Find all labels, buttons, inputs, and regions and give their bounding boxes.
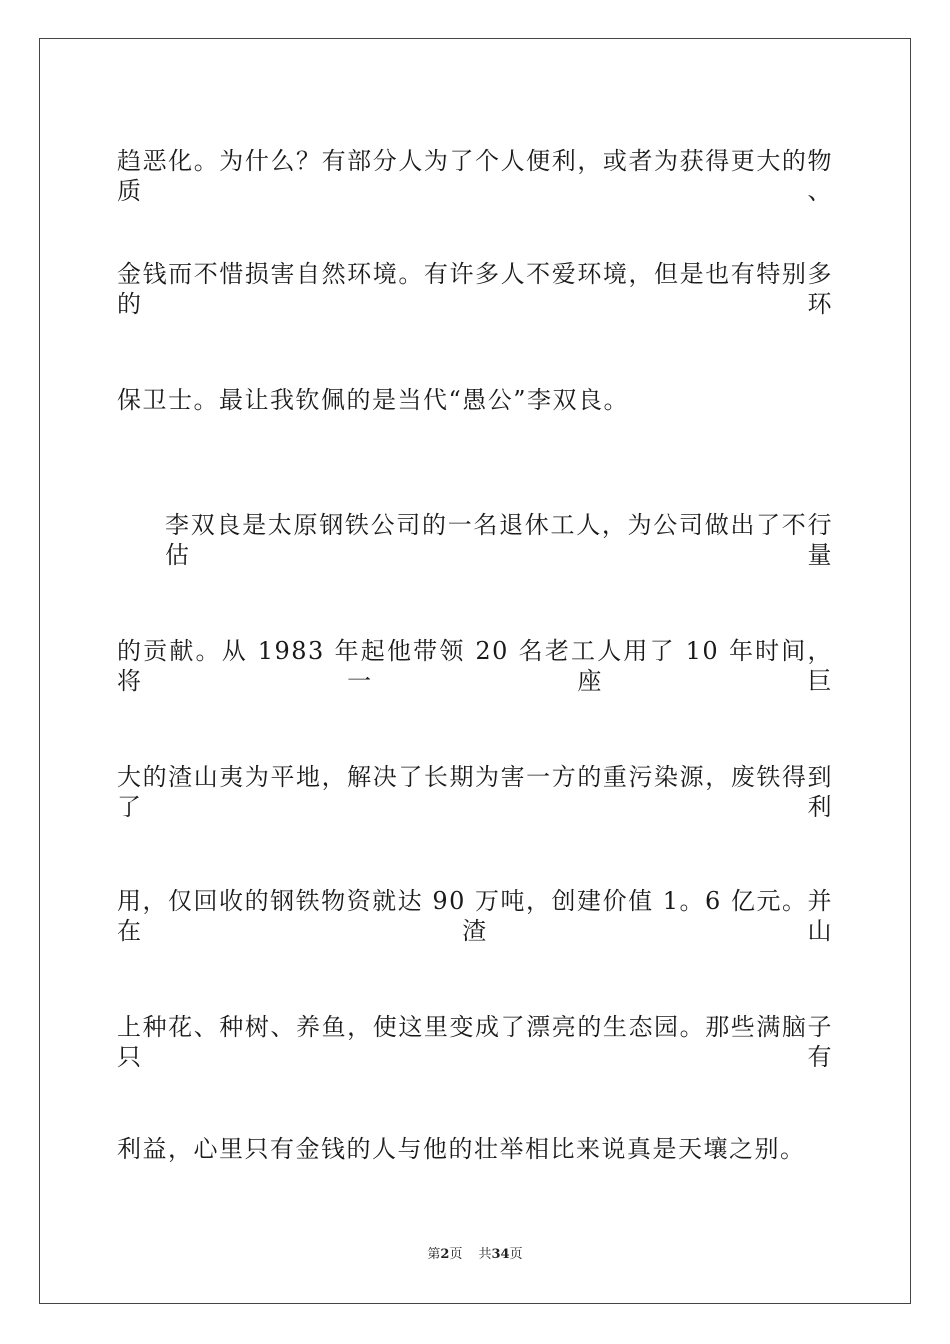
text-line-9: 利益，心里只有金钱的人与他的壮举相比来说真是天壤之别。 bbox=[117, 1135, 806, 1163]
page-footer bbox=[0, 1246, 950, 1264]
page-suffix: 页 bbox=[449, 1247, 463, 1262]
total-suffix: 页 bbox=[509, 1247, 523, 1262]
text-line-5: 的贡献。从 1983 年起他带领 20 名老工人用了 10 年时间，将一座巨 bbox=[117, 637, 833, 695]
page-number: 2 bbox=[440, 1247, 450, 1262]
text-line-1: 趋恶化。为什么？有部分人为了个人便利，或者为获得更大的物质、 bbox=[117, 147, 833, 205]
total-pages: 34 bbox=[491, 1247, 510, 1262]
text-line-6: 大的渣山夷为平地，解决了长期为害一方的重污染源，废铁得到了利 bbox=[117, 763, 833, 821]
text-line-2: 金钱而不惜损害自然环境。有许多人不爱环境，但是也有特别多的环 bbox=[117, 260, 833, 318]
text-line-3: 保卫士。最让我钦佩的是当代“愚公”李双良。 bbox=[117, 386, 630, 414]
text-line-4: 李双良是太原钢铁公司的一名退休工人，为公司做出了不行估量 bbox=[165, 511, 833, 569]
total-prefix: 共 bbox=[478, 1247, 492, 1262]
page-prefix: 第 bbox=[427, 1247, 441, 1262]
text-line-7: 用，仅回收的钢铁物资就达 90 万吨，创建价值 1。6 亿元。并在渣山 bbox=[117, 887, 833, 945]
text-line-8: 上种花、种树、养鱼，使这里变成了漂亮的生态园。那些满脑子只有 bbox=[117, 1013, 833, 1071]
